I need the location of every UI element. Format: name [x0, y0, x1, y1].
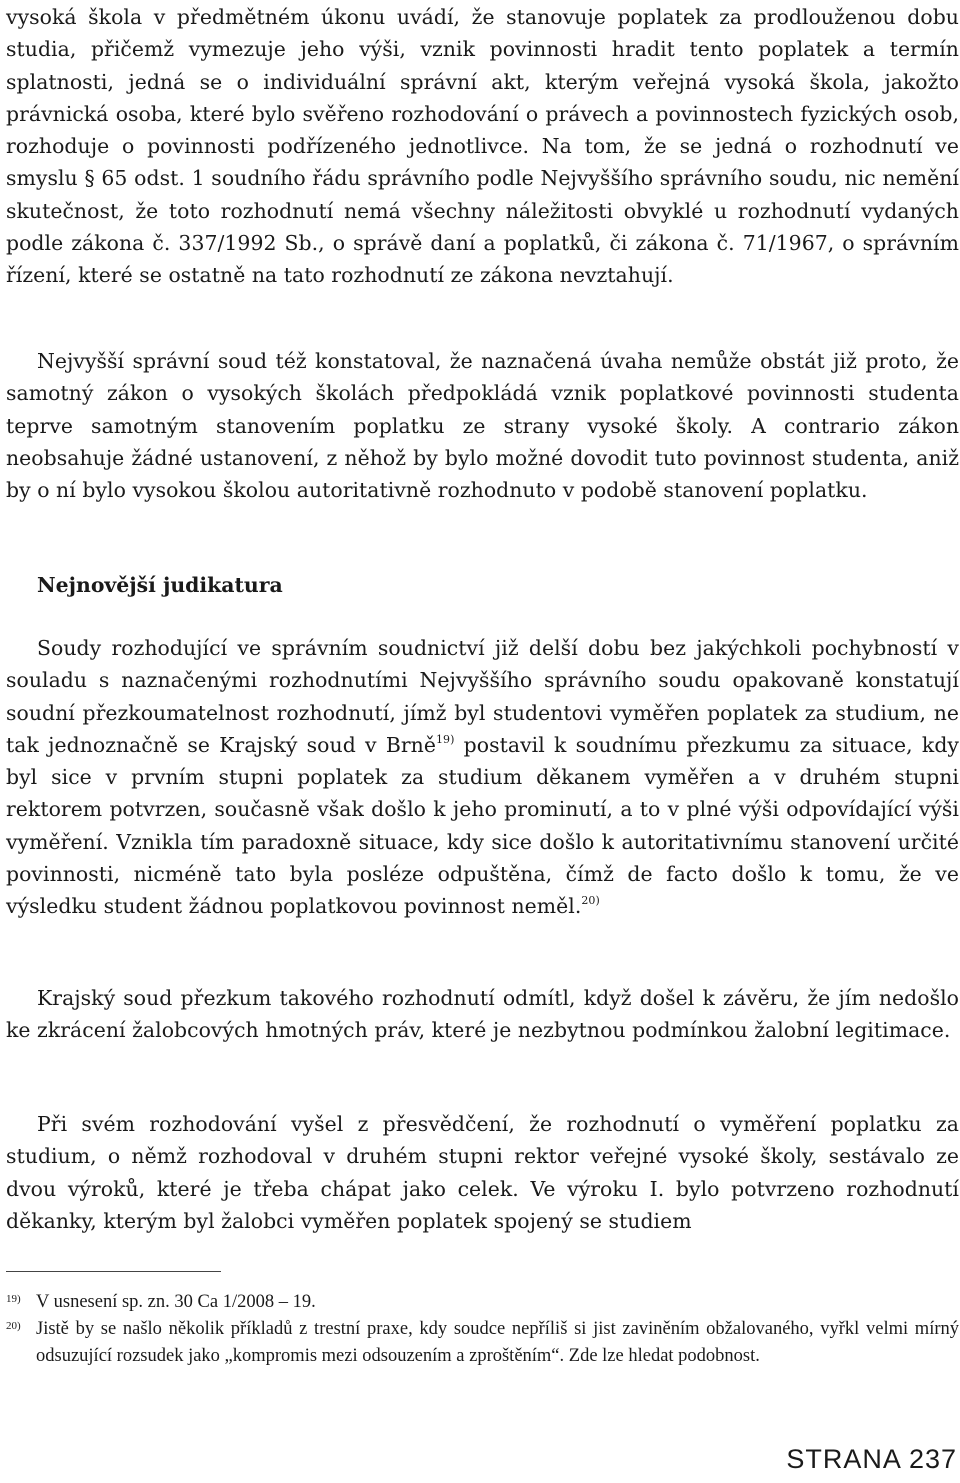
paragraph-3-part-a: Soudy rozhodující ve správním soudnictví již delší dobu bez jakýchkoli pochybností v souladu s naznačenými rozhodnutími Nejvyššího správního soudu opakovaně konstatují soudní přezkoumatelnost rozhodnutí, jímž byl studentovi vyměřen poplatek za studium, ne tak jednoznačně se Krajský soud v Brně	[6, 636, 959, 757]
paragraph-4: Krajský soud přezkum takového rozhodnutí odmítl, když došel k závěru, že jím nedošlo ke zkrácení žalobcových hmotných práv, které je nezbytnou podmínkou žalobní legitimace.	[6, 986, 959, 1043]
paragraph-5: Při svém rozhodování vyšel z přesvědčení, že rozhodnutí o vyměření poplatku za studium, o němž rozhodoval v druhém stupni rektor veřejné vysoké školy, sestávalo ze dvou výroků, které je třeba chápat jako celek. Ve výroku I. bylo potvrzeno rozhodnutí děkanky, kterým byl žalobci vyměřen poplatek spojený se studiem	[6, 1112, 959, 1233]
footnote-20	[6, 1316, 959, 1370]
paragraph-2: Nejvyšší správní soud též konstatoval, že naznačená úvaha nemůže obstát již proto, že samotný zákon o vysokých školách předpokládá vznik poplatkové povinnosti studenta teprve samotným stanovením poplatku ze strany vysoké školy. A contrario zákon neobsahuje žádné ustanovení, z něhož by bylo možné dovodit tuto povinnost studenta, aniž by o ní bylo vysokou školou autoritativně rozhodnuto v podobě stanovení poplatku.	[6, 349, 959, 503]
footnote-ref-19[interactable]: 19)	[435, 732, 455, 746]
footnote-text: V usnesení sp. zn. 30 Ca 1/2008 – 19.	[36, 1292, 316, 1312]
footnote-number: 19)	[6, 1293, 21, 1305]
footnote-divider	[6, 1271, 221, 1272]
footnote-number: 20)	[6, 1320, 21, 1332]
paragraph-1: vysoká škola v předmětném úkonu uvádí, že stanovuje poplatek za prodlouženou dobu studia, přičemž vymezuje jeho výši, vznik povinnosti hradit tento poplatek a termín splatnosti, jedná se o individuální správní akt, kterým veřejná vysoká škola, jakožto právnická osoba, které bylo svěřeno rozhodování o právech a povinnostech fyzických osob, rozhoduje o povinnosti podřízeného jednotlivce. Na tom, že se jedná o rozhodnutí ve smyslu § 65 odst. 1 soudního řádu správního podle Nejvyššího správního soudu, nic nemění skutečnost, že toto rozhodnutí nemá všechny náležitosti obvyklé u rozhodnutí vydaných podle zákona č. 337/1992 Sb., o správě daní a poplatků, či zákona č. 71/1967, o správním řízení, které se ostatně na tato rozhodnutí ze zákona nevztahují.	[6, 5, 959, 288]
footnotes	[6, 1289, 959, 1370]
footnote-ref-20[interactable]: 20)	[581, 894, 600, 908]
page-number: STRANA 237	[786, 1444, 957, 1474]
footnote-text: Jistě by se našlo několik příkladů z trestní praxe, kdy soudce nepříliš si jist zaviněním obžalovaného, vyřkl velmi mírný odsuzující rozsudek jako „kompromis mezi odsouzením a zproštěním“. Zde lze hledat podobnost.	[36, 1319, 959, 1366]
footnote-19	[6, 1289, 959, 1316]
paragraph-3-part-b: postavil k soudnímu přezkumu za situace, kdy byl sice v prvním stupni poplatek za studium děkanem vyměřen a v druhém stupni rektorem potvrzen, současně však došlo k jeho prominutí, a to v plné výši odpovídající výši vyměření. Vznikla tím paradoxně situace, kdy sice došlo k autoritativnímu stanovení určité povinnosti, nicméně tato byla posléze odpuštěna, čímž de facto došlo k tomu, že ve výsledku student žádnou poplatkovou povinnost neměl.	[6, 732, 959, 919]
paragraph-3	[6, 632, 959, 923]
section-heading: Nejnovější judikatura	[37, 573, 283, 597]
